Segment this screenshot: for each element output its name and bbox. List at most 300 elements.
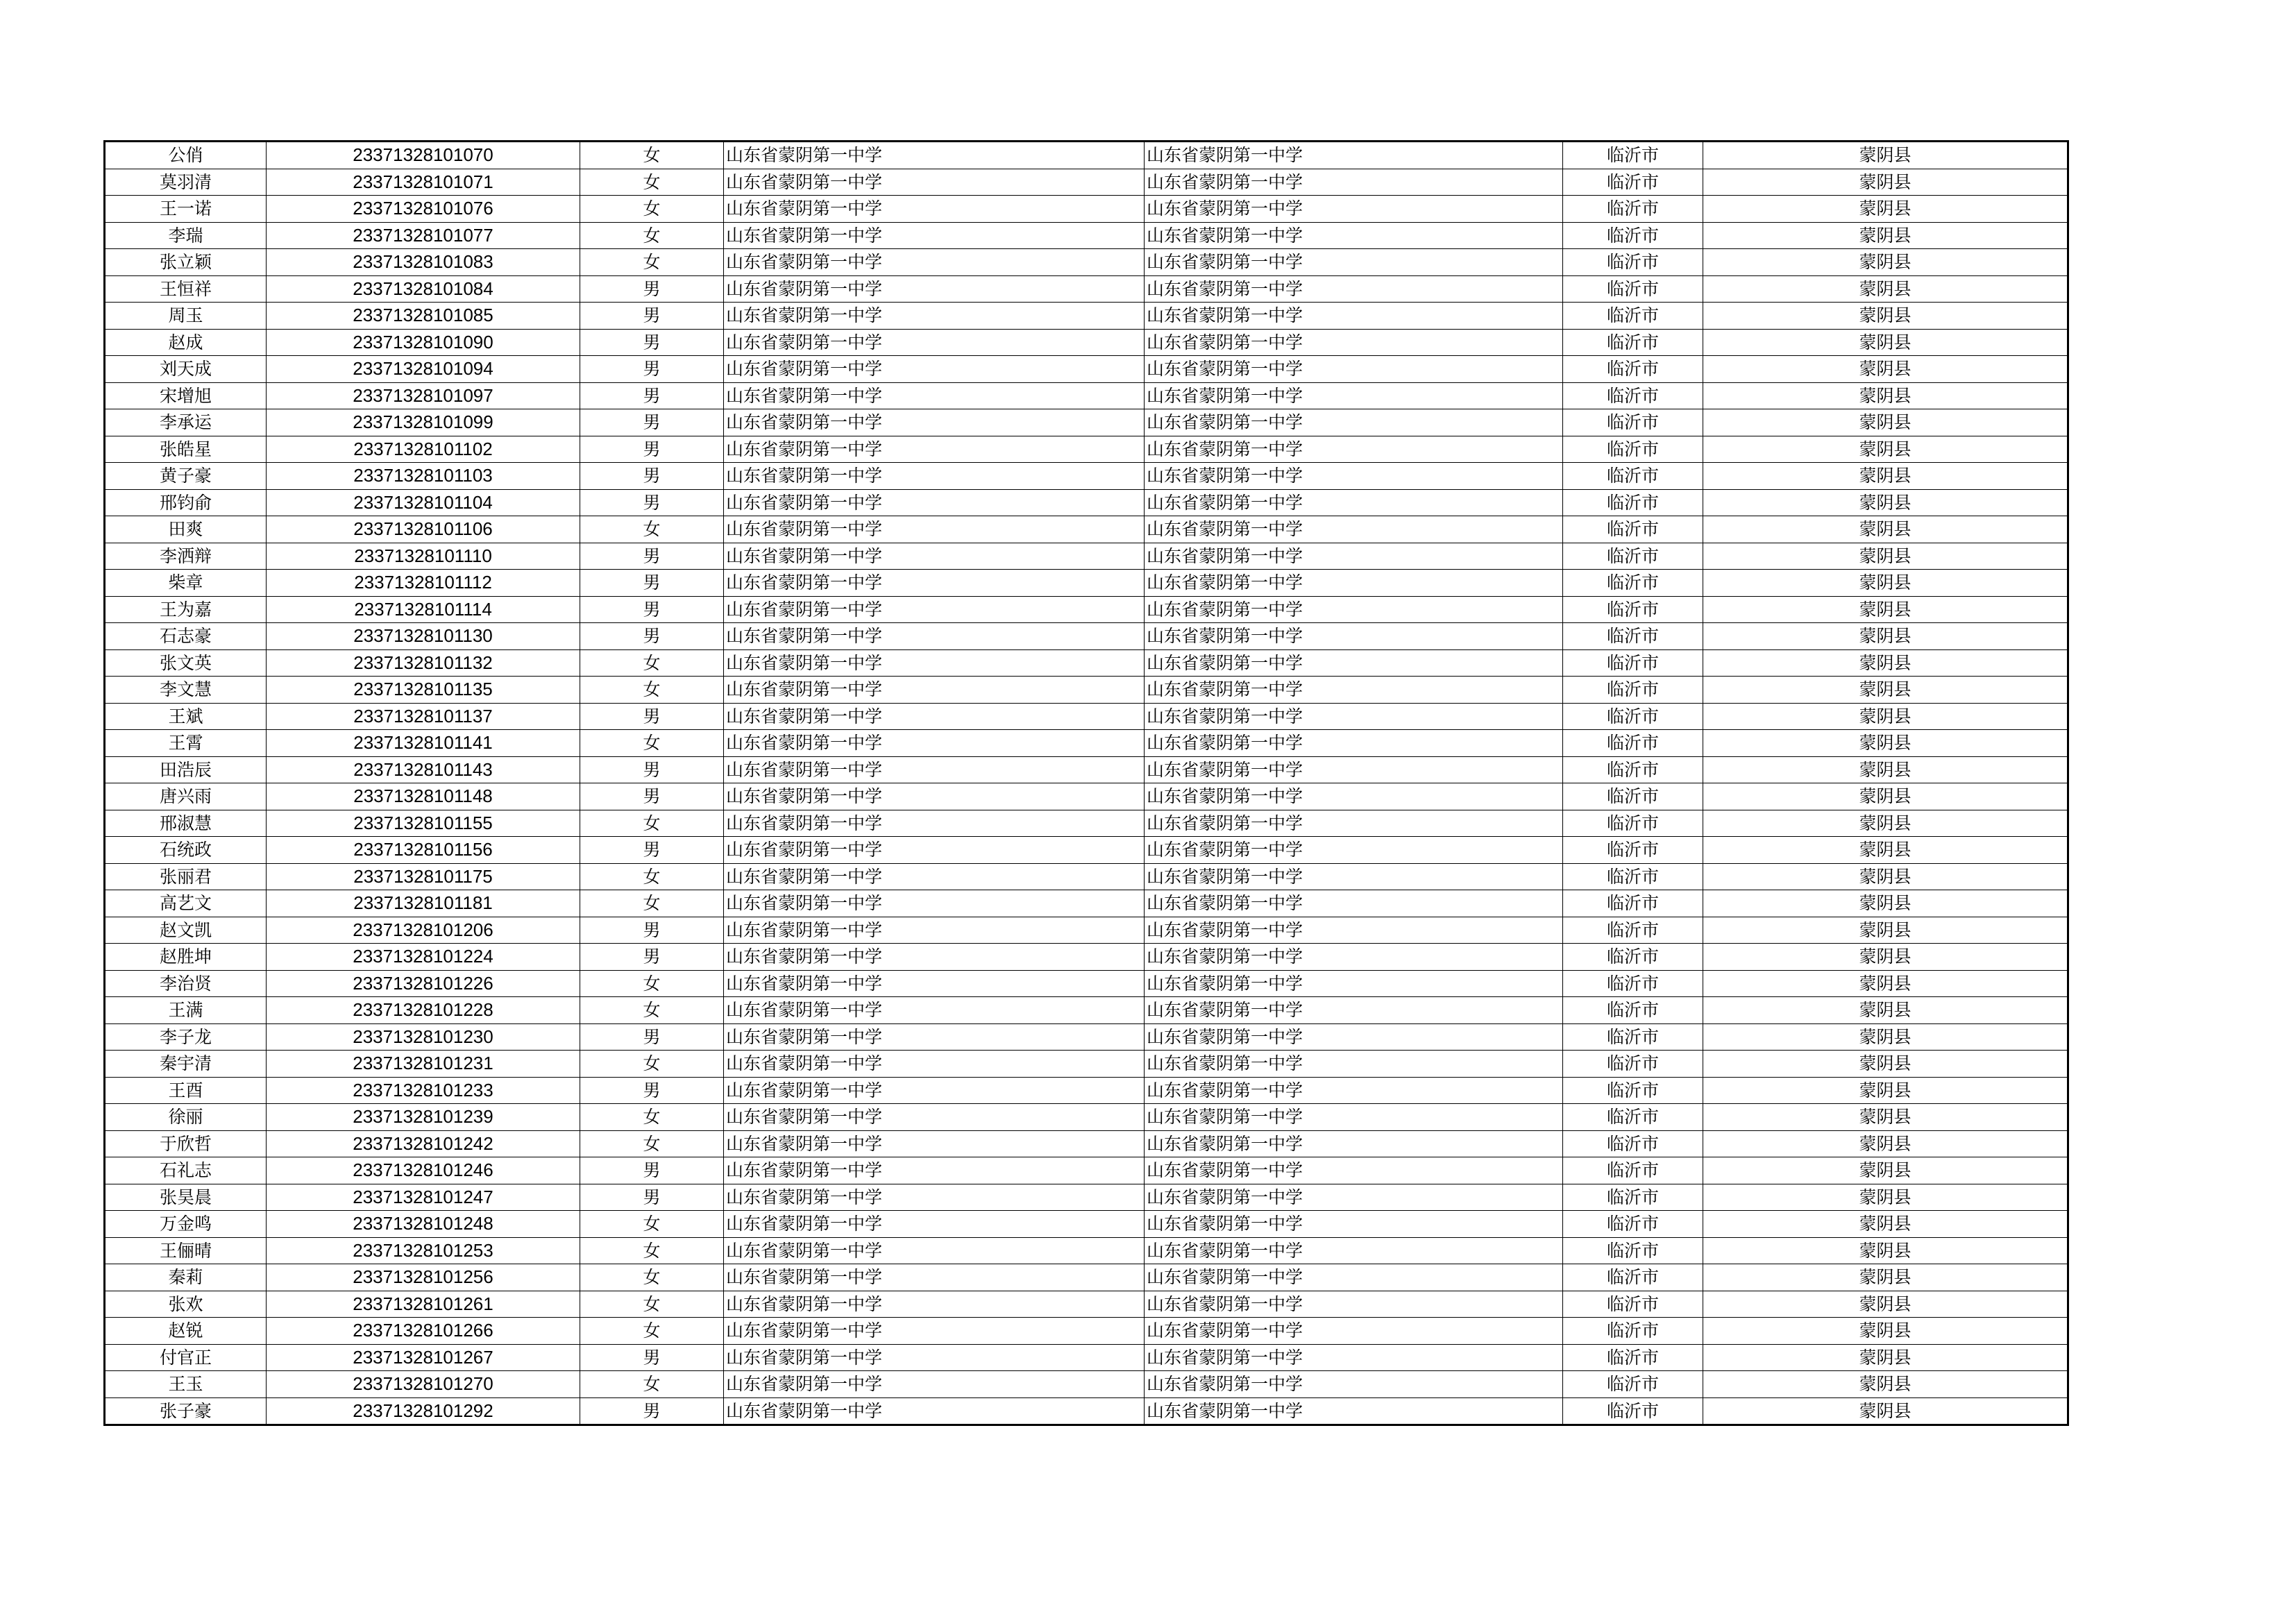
student-name-cell: 张文英 bbox=[105, 649, 267, 677]
gender-cell: 女 bbox=[580, 1051, 724, 1078]
gender-cell: 男 bbox=[580, 837, 724, 864]
gender-cell: 女 bbox=[580, 677, 724, 704]
city-cell: 临沂市 bbox=[1563, 516, 1703, 543]
county-cell: 蒙阴县 bbox=[1703, 1237, 2068, 1264]
city-cell: 临沂市 bbox=[1563, 1397, 1703, 1425]
county-cell: 蒙阴县 bbox=[1703, 222, 2068, 249]
gender-cell: 女 bbox=[580, 196, 724, 223]
exam-id-cell: 23371328101076 bbox=[267, 196, 580, 223]
school-secondary-cell: 山东省蒙阴第一中学 bbox=[1145, 275, 1563, 303]
exam-id-cell: 23371328101085 bbox=[267, 303, 580, 330]
table-row bbox=[105, 810, 2068, 837]
student-name-cell: 邢淑慧 bbox=[105, 810, 267, 837]
school-cell: 山东省蒙阴第一中学 bbox=[724, 543, 1145, 570]
county-cell: 蒙阴县 bbox=[1703, 329, 2068, 356]
school-cell: 山东省蒙阴第一中学 bbox=[724, 997, 1145, 1024]
county-cell: 蒙阴县 bbox=[1703, 1291, 2068, 1318]
table-row bbox=[105, 837, 2068, 864]
school-secondary-cell: 山东省蒙阴第一中学 bbox=[1145, 810, 1563, 837]
table-row bbox=[105, 1023, 2068, 1051]
city-cell: 临沂市 bbox=[1563, 489, 1703, 516]
county-cell: 蒙阴县 bbox=[1703, 997, 2068, 1024]
gender-cell: 男 bbox=[580, 570, 724, 597]
city-cell: 临沂市 bbox=[1563, 1237, 1703, 1264]
city-cell: 临沂市 bbox=[1563, 863, 1703, 890]
school-cell: 山东省蒙阴第一中学 bbox=[724, 489, 1145, 516]
school-secondary-cell: 山东省蒙阴第一中学 bbox=[1145, 677, 1563, 704]
student-name-cell: 付官正 bbox=[105, 1344, 267, 1371]
county-cell: 蒙阴县 bbox=[1703, 1130, 2068, 1157]
city-cell: 临沂市 bbox=[1563, 810, 1703, 837]
student-name-cell: 张皓星 bbox=[105, 436, 267, 463]
student-name-cell: 秦莉 bbox=[105, 1264, 267, 1291]
student-name-cell: 赵文凯 bbox=[105, 917, 267, 944]
exam-id-cell: 23371328101143 bbox=[267, 756, 580, 783]
gender-cell: 女 bbox=[580, 1104, 724, 1131]
city-cell: 临沂市 bbox=[1563, 1130, 1703, 1157]
gender-cell: 女 bbox=[580, 730, 724, 757]
exam-id-cell: 23371328101230 bbox=[267, 1023, 580, 1051]
county-cell: 蒙阴县 bbox=[1703, 1344, 2068, 1371]
gender-cell: 女 bbox=[580, 1371, 724, 1398]
student-name-cell: 公俏 bbox=[105, 142, 267, 169]
table-row bbox=[105, 623, 2068, 650]
student-name-cell: 于欣哲 bbox=[105, 1130, 267, 1157]
school-cell: 山东省蒙阴第一中学 bbox=[724, 730, 1145, 757]
exam-id-cell: 23371328101141 bbox=[267, 730, 580, 757]
city-cell: 临沂市 bbox=[1563, 1211, 1703, 1238]
school-secondary-cell: 山东省蒙阴第一中学 bbox=[1145, 436, 1563, 463]
student-name-cell: 唐兴雨 bbox=[105, 783, 267, 810]
county-cell: 蒙阴县 bbox=[1703, 677, 2068, 704]
exam-id-cell: 23371328101083 bbox=[267, 249, 580, 276]
city-cell: 临沂市 bbox=[1563, 1184, 1703, 1211]
county-cell: 蒙阴县 bbox=[1703, 1318, 2068, 1345]
school-cell: 山东省蒙阴第一中学 bbox=[724, 516, 1145, 543]
county-cell: 蒙阴县 bbox=[1703, 1264, 2068, 1291]
school-cell: 山东省蒙阴第一中学 bbox=[724, 1023, 1145, 1051]
student-name-cell: 王斌 bbox=[105, 703, 267, 730]
city-cell: 临沂市 bbox=[1563, 1264, 1703, 1291]
gender-cell: 女 bbox=[580, 649, 724, 677]
table-row bbox=[105, 489, 2068, 516]
exam-id-cell: 23371328101077 bbox=[267, 222, 580, 249]
table-row bbox=[105, 196, 2068, 223]
student-name-cell: 柴章 bbox=[105, 570, 267, 597]
city-cell: 临沂市 bbox=[1563, 997, 1703, 1024]
student-name-cell: 王俪晴 bbox=[105, 1237, 267, 1264]
table-row bbox=[105, 1291, 2068, 1318]
student-name-cell: 赵胜坤 bbox=[105, 944, 267, 971]
table-row bbox=[105, 1371, 2068, 1398]
school-cell: 山东省蒙阴第一中学 bbox=[724, 1157, 1145, 1184]
table-row bbox=[105, 409, 2068, 436]
school-cell: 山东省蒙阴第一中学 bbox=[724, 1211, 1145, 1238]
city-cell: 临沂市 bbox=[1563, 677, 1703, 704]
gender-cell: 女 bbox=[580, 970, 724, 997]
county-cell: 蒙阴县 bbox=[1703, 275, 2068, 303]
school-secondary-cell: 山东省蒙阴第一中学 bbox=[1145, 917, 1563, 944]
gender-cell: 女 bbox=[580, 1264, 724, 1291]
gender-cell: 男 bbox=[580, 489, 724, 516]
exam-id-cell: 23371328101242 bbox=[267, 1130, 580, 1157]
school-secondary-cell: 山东省蒙阴第一中学 bbox=[1145, 570, 1563, 597]
student-name-cell: 邢钧俞 bbox=[105, 489, 267, 516]
gender-cell: 女 bbox=[580, 997, 724, 1024]
exam-id-cell: 23371328101135 bbox=[267, 677, 580, 704]
city-cell: 临沂市 bbox=[1563, 570, 1703, 597]
table-row bbox=[105, 756, 2068, 783]
gender-cell: 女 bbox=[580, 249, 724, 276]
school-secondary-cell: 山东省蒙阴第一中学 bbox=[1145, 382, 1563, 409]
city-cell: 临沂市 bbox=[1563, 196, 1703, 223]
school-cell: 山东省蒙阴第一中学 bbox=[724, 196, 1145, 223]
table-row bbox=[105, 570, 2068, 597]
roster-table-body bbox=[105, 142, 2068, 1425]
school-secondary-cell: 山东省蒙阴第一中学 bbox=[1145, 970, 1563, 997]
county-cell: 蒙阴县 bbox=[1703, 169, 2068, 196]
exam-id-cell: 23371328101233 bbox=[267, 1077, 580, 1104]
table-row bbox=[105, 944, 2068, 971]
county-cell: 蒙阴县 bbox=[1703, 730, 2068, 757]
school-secondary-cell: 山东省蒙阴第一中学 bbox=[1145, 463, 1563, 490]
city-cell: 临沂市 bbox=[1563, 1318, 1703, 1345]
student-name-cell: 石统政 bbox=[105, 837, 267, 864]
gender-cell: 男 bbox=[580, 275, 724, 303]
exam-id-cell: 23371328101110 bbox=[267, 543, 580, 570]
school-cell: 山东省蒙阴第一中学 bbox=[724, 142, 1145, 169]
school-cell: 山东省蒙阴第一中学 bbox=[724, 970, 1145, 997]
city-cell: 临沂市 bbox=[1563, 1077, 1703, 1104]
school-secondary-cell: 山东省蒙阴第一中学 bbox=[1145, 1237, 1563, 1264]
student-name-cell: 莫羽清 bbox=[105, 169, 267, 196]
school-secondary-cell: 山东省蒙阴第一中学 bbox=[1145, 596, 1563, 623]
student-name-cell: 王霄 bbox=[105, 730, 267, 757]
school-cell: 山东省蒙阴第一中学 bbox=[724, 1051, 1145, 1078]
county-cell: 蒙阴县 bbox=[1703, 516, 2068, 543]
school-secondary-cell: 山东省蒙阴第一中学 bbox=[1145, 1157, 1563, 1184]
county-cell: 蒙阴县 bbox=[1703, 863, 2068, 890]
school-cell: 山东省蒙阴第一中学 bbox=[724, 623, 1145, 650]
city-cell: 临沂市 bbox=[1563, 382, 1703, 409]
school-secondary-cell: 山东省蒙阴第一中学 bbox=[1145, 863, 1563, 890]
table-row bbox=[105, 649, 2068, 677]
student-name-cell: 张丽君 bbox=[105, 863, 267, 890]
school-secondary-cell: 山东省蒙阴第一中学 bbox=[1145, 1344, 1563, 1371]
city-cell: 临沂市 bbox=[1563, 356, 1703, 383]
student-name-cell: 石礼志 bbox=[105, 1157, 267, 1184]
table-row bbox=[105, 436, 2068, 463]
table-row bbox=[105, 1157, 2068, 1184]
city-cell: 临沂市 bbox=[1563, 783, 1703, 810]
gender-cell: 女 bbox=[580, 142, 724, 169]
city-cell: 临沂市 bbox=[1563, 543, 1703, 570]
school-cell: 山东省蒙阴第一中学 bbox=[724, 1237, 1145, 1264]
school-secondary-cell: 山东省蒙阴第一中学 bbox=[1145, 169, 1563, 196]
school-secondary-cell: 山东省蒙阴第一中学 bbox=[1145, 703, 1563, 730]
gender-cell: 女 bbox=[580, 1211, 724, 1238]
school-secondary-cell: 山东省蒙阴第一中学 bbox=[1145, 249, 1563, 276]
city-cell: 临沂市 bbox=[1563, 249, 1703, 276]
county-cell: 蒙阴县 bbox=[1703, 489, 2068, 516]
exam-id-cell: 23371328101106 bbox=[267, 516, 580, 543]
table-row bbox=[105, 1237, 2068, 1264]
school-secondary-cell: 山东省蒙阴第一中学 bbox=[1145, 1371, 1563, 1398]
school-secondary-cell: 山东省蒙阴第一中学 bbox=[1145, 837, 1563, 864]
school-secondary-cell: 山东省蒙阴第一中学 bbox=[1145, 730, 1563, 757]
school-cell: 山东省蒙阴第一中学 bbox=[724, 1344, 1145, 1371]
exam-id-cell: 23371328101266 bbox=[267, 1318, 580, 1345]
student-name-cell: 王满 bbox=[105, 997, 267, 1024]
exam-id-cell: 23371328101112 bbox=[267, 570, 580, 597]
table-row bbox=[105, 516, 2068, 543]
school-secondary-cell: 山东省蒙阴第一中学 bbox=[1145, 303, 1563, 330]
exam-id-cell: 23371328101103 bbox=[267, 463, 580, 490]
city-cell: 临沂市 bbox=[1563, 275, 1703, 303]
gender-cell: 男 bbox=[580, 436, 724, 463]
city-cell: 临沂市 bbox=[1563, 730, 1703, 757]
county-cell: 蒙阴县 bbox=[1703, 436, 2068, 463]
school-cell: 山东省蒙阴第一中学 bbox=[724, 382, 1145, 409]
school-secondary-cell: 山东省蒙阴第一中学 bbox=[1145, 222, 1563, 249]
gender-cell: 男 bbox=[580, 1077, 724, 1104]
school-secondary-cell: 山东省蒙阴第一中学 bbox=[1145, 1051, 1563, 1078]
county-cell: 蒙阴县 bbox=[1703, 970, 2068, 997]
gender-cell: 男 bbox=[580, 382, 724, 409]
student-name-cell: 李文慧 bbox=[105, 677, 267, 704]
school-secondary-cell: 山东省蒙阴第一中学 bbox=[1145, 1023, 1563, 1051]
exam-id-cell: 23371328101137 bbox=[267, 703, 580, 730]
school-secondary-cell: 山东省蒙阴第一中学 bbox=[1145, 649, 1563, 677]
gender-cell: 男 bbox=[580, 623, 724, 650]
school-cell: 山东省蒙阴第一中学 bbox=[724, 890, 1145, 917]
gender-cell: 男 bbox=[580, 1023, 724, 1051]
student-name-cell: 李子龙 bbox=[105, 1023, 267, 1051]
gender-cell: 男 bbox=[580, 409, 724, 436]
school-cell: 山东省蒙阴第一中学 bbox=[724, 1077, 1145, 1104]
school-cell: 山东省蒙阴第一中学 bbox=[724, 649, 1145, 677]
student-name-cell: 张立颖 bbox=[105, 249, 267, 276]
table-row bbox=[105, 677, 2068, 704]
school-cell: 山东省蒙阴第一中学 bbox=[724, 409, 1145, 436]
table-row bbox=[105, 222, 2068, 249]
school-secondary-cell: 山东省蒙阴第一中学 bbox=[1145, 409, 1563, 436]
school-secondary-cell: 山东省蒙阴第一中学 bbox=[1145, 783, 1563, 810]
city-cell: 临沂市 bbox=[1563, 917, 1703, 944]
student-name-cell: 秦宇清 bbox=[105, 1051, 267, 1078]
exam-id-cell: 23371328101239 bbox=[267, 1104, 580, 1131]
gender-cell: 男 bbox=[580, 756, 724, 783]
exam-id-cell: 23371328101181 bbox=[267, 890, 580, 917]
table-row bbox=[105, 970, 2068, 997]
gender-cell: 男 bbox=[580, 596, 724, 623]
gender-cell: 女 bbox=[580, 1130, 724, 1157]
exam-id-cell: 23371328101114 bbox=[267, 596, 580, 623]
gender-cell: 女 bbox=[580, 222, 724, 249]
county-cell: 蒙阴县 bbox=[1703, 1104, 2068, 1131]
county-cell: 蒙阴县 bbox=[1703, 303, 2068, 330]
gender-cell: 女 bbox=[580, 1291, 724, 1318]
table-row bbox=[105, 1211, 2068, 1238]
city-cell: 临沂市 bbox=[1563, 1023, 1703, 1051]
school-secondary-cell: 山东省蒙阴第一中学 bbox=[1145, 329, 1563, 356]
exam-id-cell: 23371328101084 bbox=[267, 275, 580, 303]
school-cell: 山东省蒙阴第一中学 bbox=[724, 837, 1145, 864]
school-cell: 山东省蒙阴第一中学 bbox=[724, 863, 1145, 890]
student-name-cell: 李瑞 bbox=[105, 222, 267, 249]
exam-id-cell: 23371328101130 bbox=[267, 623, 580, 650]
school-cell: 山东省蒙阴第一中学 bbox=[724, 917, 1145, 944]
school-cell: 山东省蒙阴第一中学 bbox=[724, 1184, 1145, 1211]
city-cell: 临沂市 bbox=[1563, 623, 1703, 650]
school-secondary-cell: 山东省蒙阴第一中学 bbox=[1145, 1211, 1563, 1238]
county-cell: 蒙阴县 bbox=[1703, 810, 2068, 837]
student-name-cell: 万金鸣 bbox=[105, 1211, 267, 1238]
city-cell: 临沂市 bbox=[1563, 890, 1703, 917]
gender-cell: 女 bbox=[580, 516, 724, 543]
school-cell: 山东省蒙阴第一中学 bbox=[724, 222, 1145, 249]
county-cell: 蒙阴县 bbox=[1703, 1397, 2068, 1425]
school-cell: 山东省蒙阴第一中学 bbox=[724, 677, 1145, 704]
student-name-cell: 周玉 bbox=[105, 303, 267, 330]
city-cell: 临沂市 bbox=[1563, 1344, 1703, 1371]
county-cell: 蒙阴县 bbox=[1703, 1023, 2068, 1051]
school-secondary-cell: 山东省蒙阴第一中学 bbox=[1145, 890, 1563, 917]
exam-id-cell: 23371328101099 bbox=[267, 409, 580, 436]
table-row bbox=[105, 1184, 2068, 1211]
school-secondary-cell: 山东省蒙阴第一中学 bbox=[1145, 142, 1563, 169]
school-secondary-cell: 山东省蒙阴第一中学 bbox=[1145, 1264, 1563, 1291]
school-secondary-cell: 山东省蒙阴第一中学 bbox=[1145, 944, 1563, 971]
student-name-cell: 张子豪 bbox=[105, 1397, 267, 1425]
table-row bbox=[105, 382, 2068, 409]
table-row bbox=[105, 356, 2068, 383]
county-cell: 蒙阴县 bbox=[1703, 356, 2068, 383]
exam-id-cell: 23371328101148 bbox=[267, 783, 580, 810]
student-name-cell: 田爽 bbox=[105, 516, 267, 543]
student-name-cell: 李洒辩 bbox=[105, 543, 267, 570]
city-cell: 临沂市 bbox=[1563, 1157, 1703, 1184]
student-name-cell: 刘天成 bbox=[105, 356, 267, 383]
school-secondary-cell: 山东省蒙阴第一中学 bbox=[1145, 1104, 1563, 1131]
county-cell: 蒙阴县 bbox=[1703, 543, 2068, 570]
school-cell: 山东省蒙阴第一中学 bbox=[724, 436, 1145, 463]
exam-id-cell: 23371328101070 bbox=[267, 142, 580, 169]
student-name-cell: 张欢 bbox=[105, 1291, 267, 1318]
city-cell: 临沂市 bbox=[1563, 944, 1703, 971]
county-cell: 蒙阴县 bbox=[1703, 917, 2068, 944]
county-cell: 蒙阴县 bbox=[1703, 944, 2068, 971]
school-cell: 山东省蒙阴第一中学 bbox=[724, 1264, 1145, 1291]
school-secondary-cell: 山东省蒙阴第一中学 bbox=[1145, 1130, 1563, 1157]
school-cell: 山东省蒙阴第一中学 bbox=[724, 463, 1145, 490]
city-cell: 临沂市 bbox=[1563, 303, 1703, 330]
county-cell: 蒙阴县 bbox=[1703, 196, 2068, 223]
county-cell: 蒙阴县 bbox=[1703, 1077, 2068, 1104]
table-row bbox=[105, 997, 2068, 1024]
table-row bbox=[105, 303, 2068, 330]
city-cell: 临沂市 bbox=[1563, 1051, 1703, 1078]
student-name-cell: 王玉 bbox=[105, 1371, 267, 1398]
gender-cell: 女 bbox=[580, 1318, 724, 1345]
city-cell: 临沂市 bbox=[1563, 703, 1703, 730]
exam-id-cell: 23371328101228 bbox=[267, 997, 580, 1024]
county-cell: 蒙阴县 bbox=[1703, 623, 2068, 650]
city-cell: 临沂市 bbox=[1563, 463, 1703, 490]
gender-cell: 男 bbox=[580, 543, 724, 570]
county-cell: 蒙阴县 bbox=[1703, 756, 2068, 783]
exam-id-cell: 23371328101292 bbox=[267, 1397, 580, 1425]
city-cell: 临沂市 bbox=[1563, 970, 1703, 997]
gender-cell: 女 bbox=[580, 863, 724, 890]
county-cell: 蒙阴县 bbox=[1703, 596, 2068, 623]
school-secondary-cell: 山东省蒙阴第一中学 bbox=[1145, 756, 1563, 783]
school-cell: 山东省蒙阴第一中学 bbox=[724, 810, 1145, 837]
school-cell: 山东省蒙阴第一中学 bbox=[724, 703, 1145, 730]
county-cell: 蒙阴县 bbox=[1703, 649, 2068, 677]
exam-id-cell: 23371328101090 bbox=[267, 329, 580, 356]
school-secondary-cell: 山东省蒙阴第一中学 bbox=[1145, 489, 1563, 516]
student-name-cell: 黄子豪 bbox=[105, 463, 267, 490]
gender-cell: 女 bbox=[580, 810, 724, 837]
county-cell: 蒙阴县 bbox=[1703, 570, 2068, 597]
school-cell: 山东省蒙阴第一中学 bbox=[724, 756, 1145, 783]
city-cell: 临沂市 bbox=[1563, 1104, 1703, 1131]
exam-id-cell: 23371328101246 bbox=[267, 1157, 580, 1184]
gender-cell: 男 bbox=[580, 1184, 724, 1211]
city-cell: 临沂市 bbox=[1563, 409, 1703, 436]
exam-id-cell: 23371328101156 bbox=[267, 837, 580, 864]
table-row bbox=[105, 249, 2068, 276]
school-cell: 山东省蒙阴第一中学 bbox=[724, 303, 1145, 330]
exam-id-cell: 23371328101256 bbox=[267, 1264, 580, 1291]
student-name-cell: 宋增旭 bbox=[105, 382, 267, 409]
school-cell: 山东省蒙阴第一中学 bbox=[724, 596, 1145, 623]
school-secondary-cell: 山东省蒙阴第一中学 bbox=[1145, 1291, 1563, 1318]
county-cell: 蒙阴县 bbox=[1703, 703, 2068, 730]
exam-id-cell: 23371328101224 bbox=[267, 944, 580, 971]
student-name-cell: 王一诺 bbox=[105, 196, 267, 223]
table-row bbox=[105, 1344, 2068, 1371]
county-cell: 蒙阴县 bbox=[1703, 382, 2068, 409]
student-name-cell: 王恒祥 bbox=[105, 275, 267, 303]
table-row bbox=[105, 1104, 2068, 1131]
county-cell: 蒙阴县 bbox=[1703, 249, 2068, 276]
school-cell: 山东省蒙阴第一中学 bbox=[724, 329, 1145, 356]
student-name-cell: 石志豪 bbox=[105, 623, 267, 650]
school-cell: 山东省蒙阴第一中学 bbox=[724, 169, 1145, 196]
table-row bbox=[105, 463, 2068, 490]
table-row bbox=[105, 1077, 2068, 1104]
exam-id-cell: 23371328101102 bbox=[267, 436, 580, 463]
table-row bbox=[105, 596, 2068, 623]
school-secondary-cell: 山东省蒙阴第一中学 bbox=[1145, 997, 1563, 1024]
table-row bbox=[105, 1130, 2068, 1157]
gender-cell: 女 bbox=[580, 890, 724, 917]
school-secondary-cell: 山东省蒙阴第一中学 bbox=[1145, 196, 1563, 223]
school-cell: 山东省蒙阴第一中学 bbox=[724, 1397, 1145, 1425]
gender-cell: 男 bbox=[580, 303, 724, 330]
gender-cell: 男 bbox=[580, 1397, 724, 1425]
county-cell: 蒙阴县 bbox=[1703, 1371, 2068, 1398]
school-cell: 山东省蒙阴第一中学 bbox=[724, 944, 1145, 971]
school-secondary-cell: 山东省蒙阴第一中学 bbox=[1145, 623, 1563, 650]
city-cell: 临沂市 bbox=[1563, 222, 1703, 249]
table-row bbox=[105, 543, 2068, 570]
student-name-cell: 高艺文 bbox=[105, 890, 267, 917]
table-row bbox=[105, 142, 2068, 169]
student-name-cell: 李治贤 bbox=[105, 970, 267, 997]
